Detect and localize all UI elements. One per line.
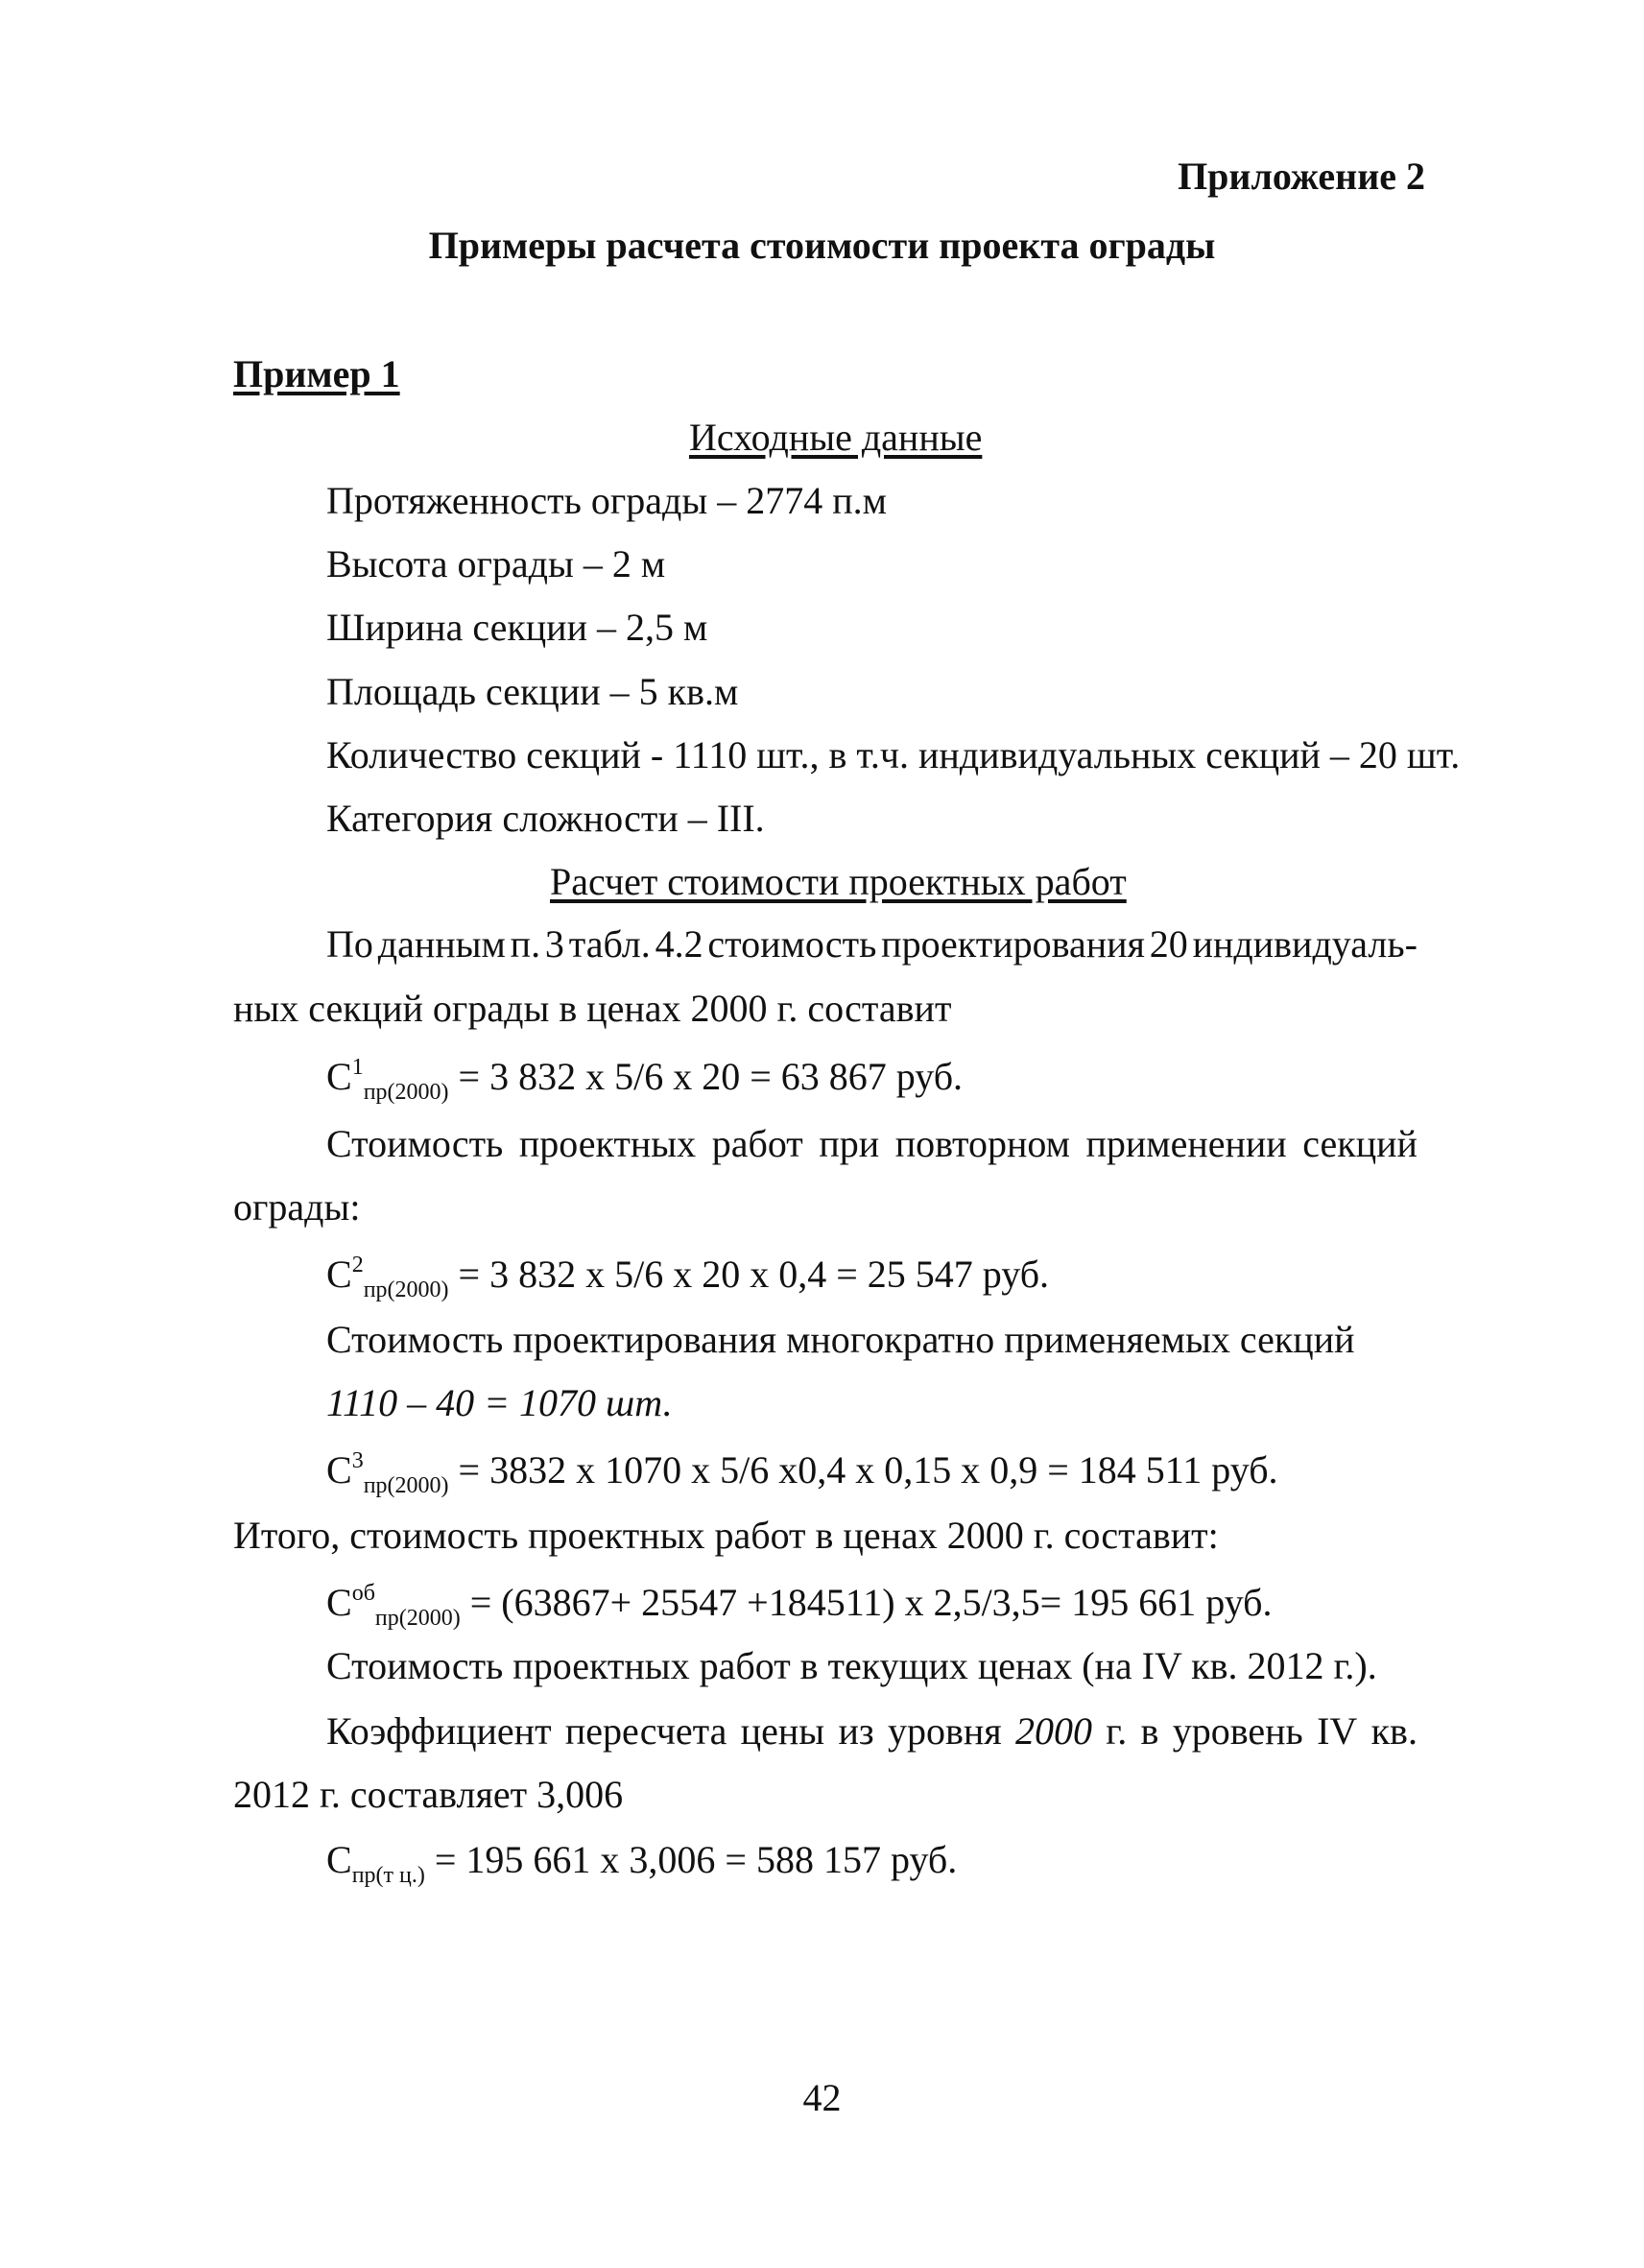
formula-base: С: [326, 1055, 352, 1098]
formula-c3: [326, 1447, 1278, 1498]
initial-data-item: Категория сложности – III.: [326, 797, 765, 840]
page-title: Примеры расчета стоимости проекта ограды: [428, 224, 1216, 267]
word: данным: [377, 922, 506, 966]
formula-sub: пр(2000): [363, 1473, 449, 1498]
para3-calc: 1110 – 40 = 1070 шт.: [326, 1381, 673, 1424]
formula-sup: 1: [351, 1055, 364, 1080]
word: кв.: [1370, 1709, 1418, 1753]
word: уровень: [1172, 1709, 1303, 1753]
formula-c2: [326, 1252, 1050, 1302]
initial-data-item: Ширина секции – 2,5 м: [326, 606, 708, 649]
total-line: Итого, стоимость проектных работ в ценах 2000 г. составит:: [233, 1514, 1219, 1557]
word: секций: [1302, 1122, 1418, 1165]
formula-c1: [326, 1054, 964, 1105]
coef-line2: 2012 г. составляет 3,006: [233, 1773, 624, 1816]
formula-expr: = 3 832 х 5/6 х 20 = 63 867 руб.: [448, 1055, 964, 1098]
word: цены: [740, 1709, 825, 1753]
formula-base: С: [326, 1581, 352, 1624]
word: уровня: [887, 1709, 1002, 1753]
formula-sub: пр(2000): [374, 1606, 461, 1631]
word: 4.2: [655, 922, 703, 966]
word: проектных: [518, 1122, 697, 1165]
coef-line1: [326, 1708, 1418, 1755]
para1-line2: ных секций ограды в ценах 2000 г. составит: [233, 987, 952, 1030]
initial-data-heading: Исходные данные: [689, 416, 983, 459]
formula-sub: пр(2000): [363, 1277, 449, 1302]
formula-base: С: [326, 1448, 352, 1492]
formula-total: [326, 1580, 1273, 1631]
word: повторном: [894, 1122, 1070, 1165]
formula-current: [326, 1837, 958, 1888]
word: работ: [711, 1122, 803, 1165]
word: IV: [1317, 1709, 1358, 1753]
formula-sup: 3: [351, 1448, 364, 1473]
word: при: [819, 1122, 880, 1165]
para3: Стоимость проектирования многократно применяемых секций: [326, 1318, 1355, 1361]
formula-expr: = 195 661 х 3,006 = 588 157 руб.: [424, 1838, 958, 1881]
formula-base: С: [326, 1253, 352, 1296]
word: пересчета: [564, 1709, 727, 1753]
formula-expr: = (63867+ 25547 +184511) х 2,5/3,5= 195 661 руб.: [460, 1581, 1273, 1624]
formula-sup: 2: [351, 1253, 364, 1277]
word: Коэффициент: [326, 1709, 552, 1753]
word: проектирования: [881, 922, 1145, 966]
word: Стоимость: [326, 1122, 504, 1165]
para1-line1: [326, 921, 1418, 967]
word: применении: [1085, 1122, 1287, 1165]
word: в: [1140, 1709, 1159, 1753]
initial-data-item: Площадь секции – 5 кв.м: [326, 670, 739, 713]
formula-sup: об: [351, 1581, 375, 1606]
para2-line2: ограды:: [233, 1185, 361, 1229]
word: из: [838, 1709, 874, 1753]
word: 2000: [1014, 1709, 1092, 1753]
initial-data-item: Высота ограды – 2 м: [326, 542, 666, 585]
word: 20: [1149, 922, 1188, 966]
page-number: 42: [802, 2076, 842, 2119]
word: 3: [544, 922, 564, 966]
appendix-label: Приложение 2: [1178, 155, 1425, 198]
initial-data-item: Протяженность ограды – 2774 п.м: [326, 479, 887, 522]
word: г.: [1106, 1709, 1128, 1753]
para2-line1: [326, 1121, 1418, 1167]
calc-heading: Расчет стоимости проектных работ: [550, 860, 1127, 903]
word: п.: [510, 922, 541, 966]
initial-data-item: Количество секций - 1110 шт., в т.ч. индивидуальных секций – 20 шт.: [326, 733, 1461, 776]
current-prices-line: Стоимость проектных работ в текущих ценах (на IV кв. 2012 г.).: [326, 1644, 1377, 1687]
formula-sub: пр(2000): [363, 1080, 449, 1105]
example-heading: Пример 1: [233, 352, 400, 395]
formula-expr: = 3 832 х 5/6 х 20 х 0,4 = 25 547 руб.: [448, 1253, 1050, 1296]
word: индивидуаль-: [1192, 922, 1418, 966]
formula-expr: = 3832 х 1070 х 5/6 х0,4 х 0,15 х 0,9 = 184 511 руб.: [448, 1448, 1278, 1492]
word: По: [326, 922, 373, 966]
formula-sub: пр(т ц.): [351, 1863, 425, 1888]
formula-base: С: [326, 1838, 352, 1881]
word: стоимость: [707, 922, 877, 966]
word: табл.: [568, 922, 651, 966]
